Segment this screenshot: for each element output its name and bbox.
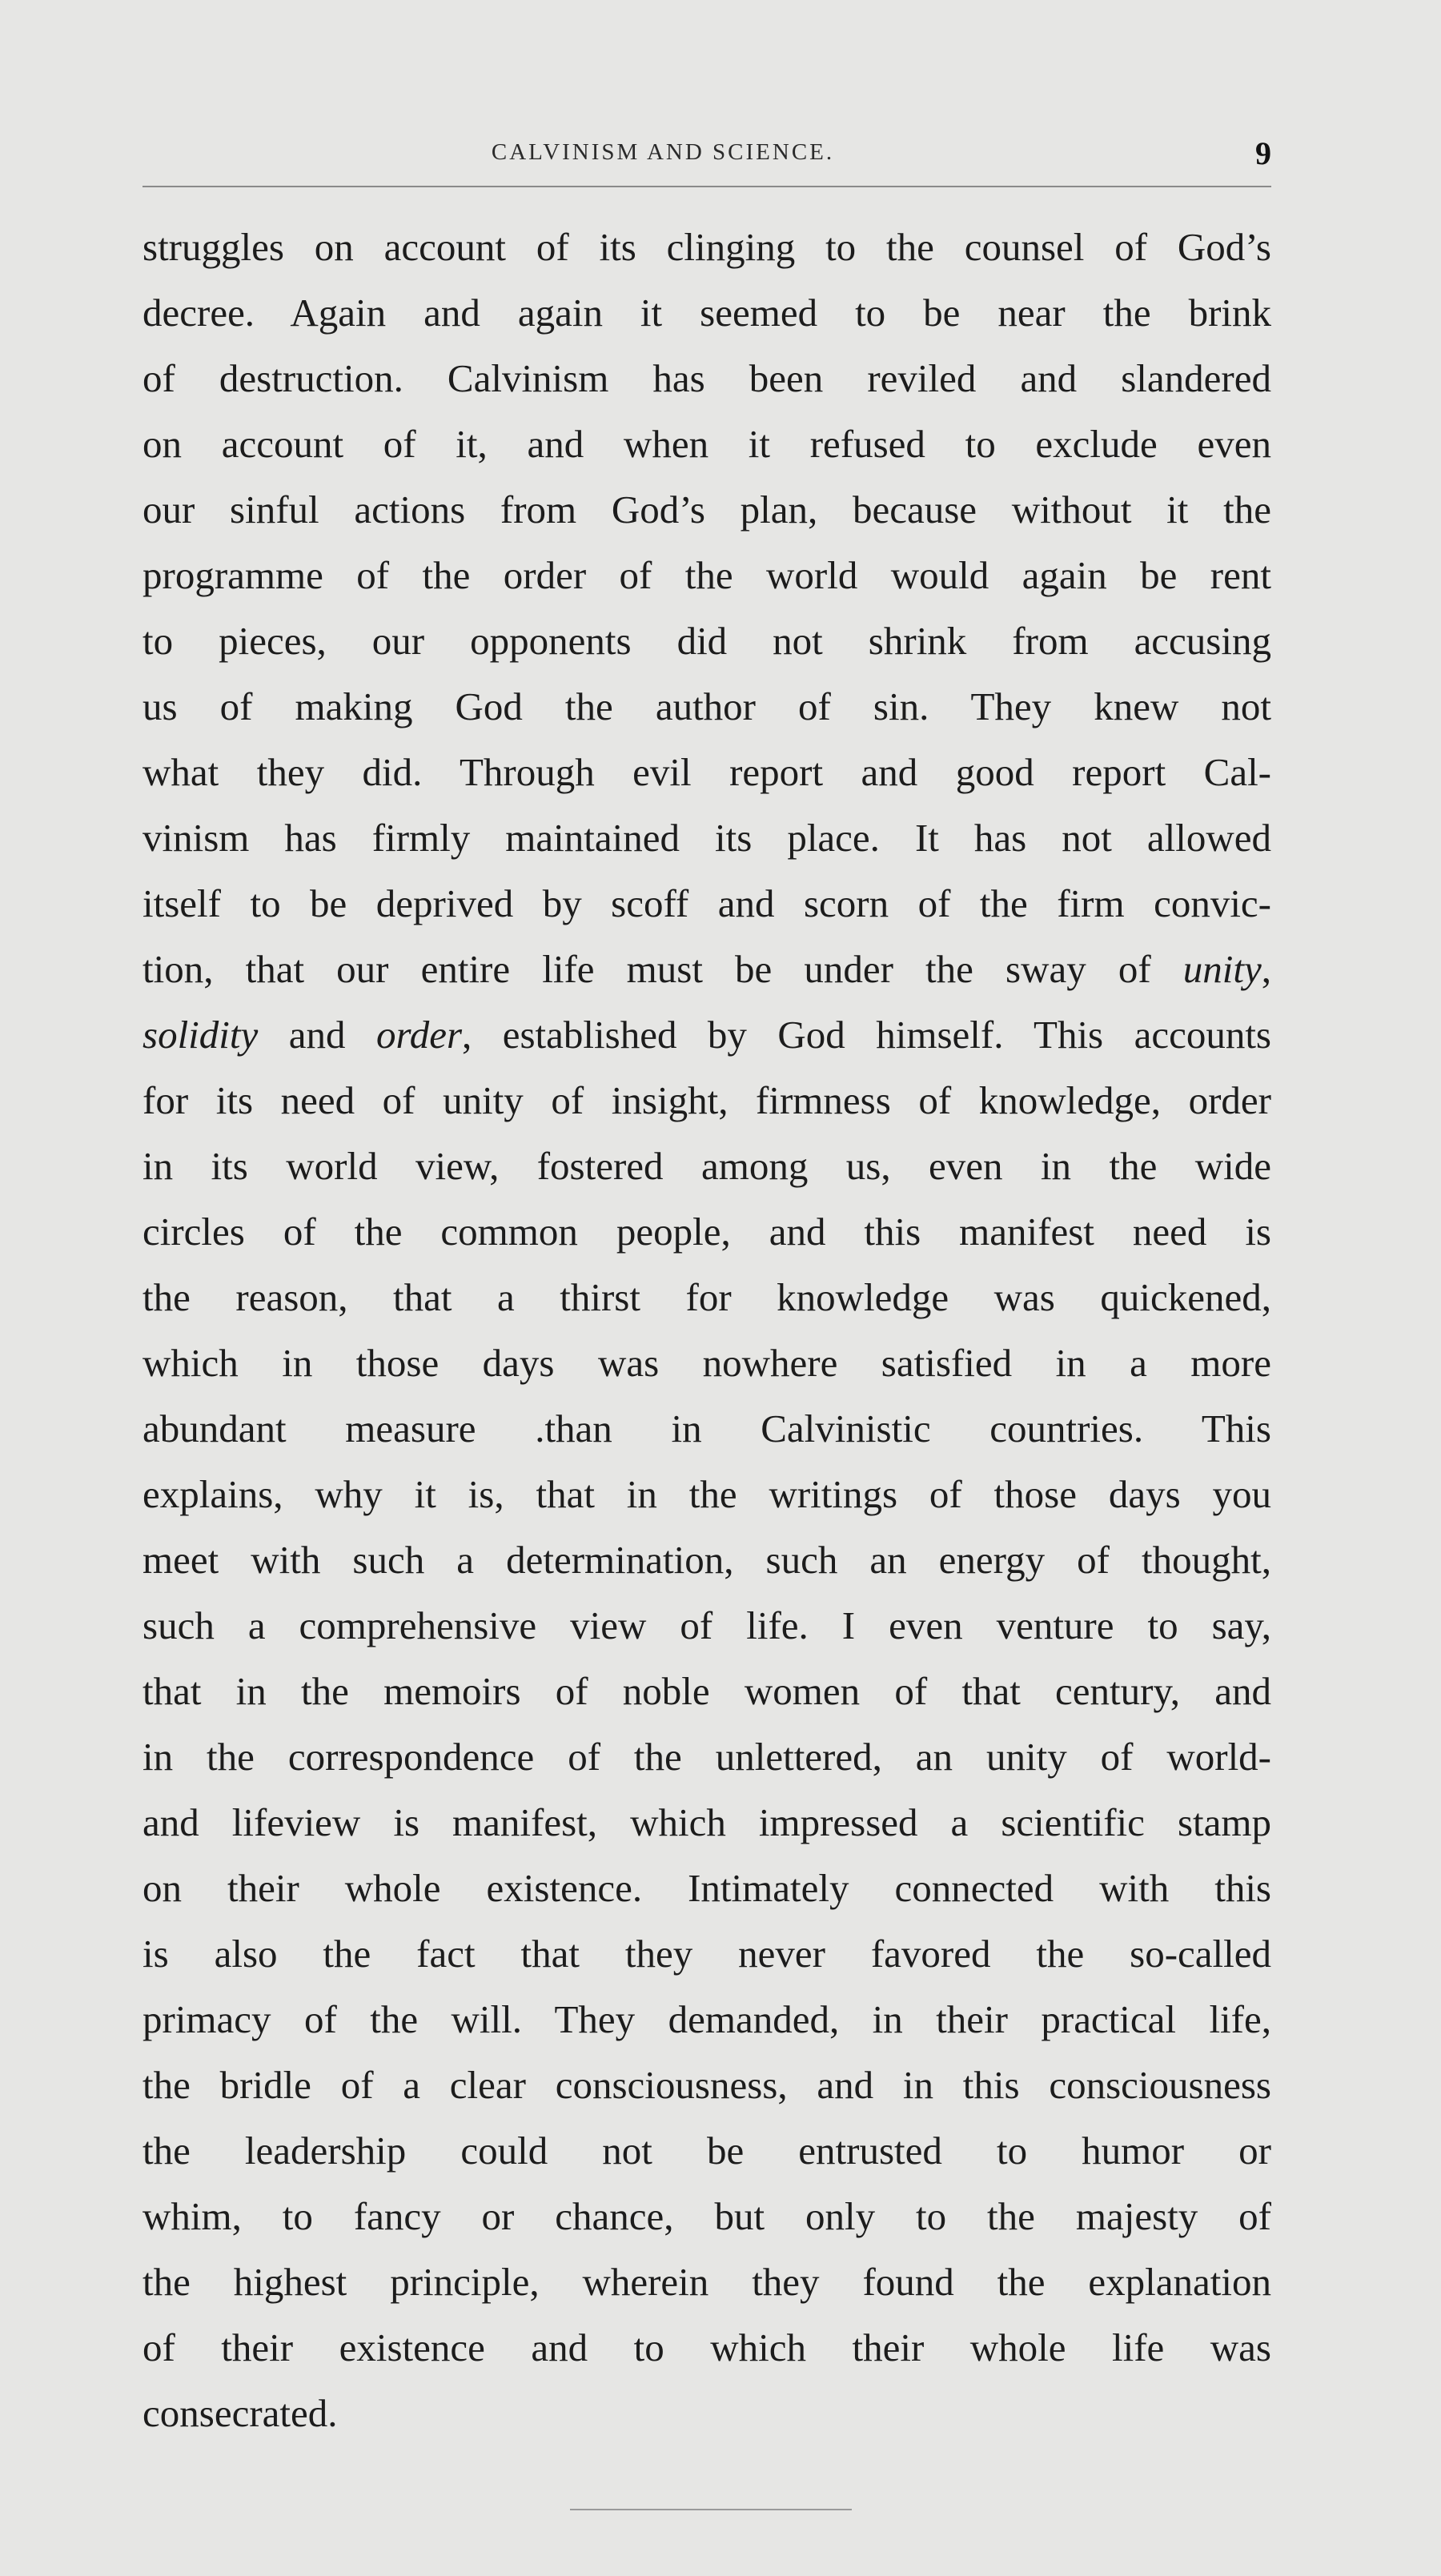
text-line: that in the memoirs of noble women of that century, and [142,1669,1271,1713]
text-line: whim, to fancy or chance, but only to the majesty of [142,2194,1271,2238]
text-line: itself to be deprived by scoff and scorn of the firm convic- [142,881,1271,925]
italic-word: order [375,1013,463,1057]
text-line: our sinful actions from God’s plan, because without it the [142,488,1271,532]
text-line: of their existence and to which their whole life was [142,2325,1271,2369]
text-line: solidity and order, established by God himself. This accounts [142,1013,1271,1057]
text-line: is also the fact that they never favored the so-called [142,1932,1271,1976]
italic-word: solidity [142,1013,259,1057]
text-line: for its need of unity of insight, firmness of knowledge, order [142,1078,1271,1122]
text-line: what they did. Through evil report and good report Cal- [142,750,1271,794]
text-line: abundant measure .than in Calvinistic countries. This [142,1406,1271,1451]
text-line: decree. Again and again it seemed to be near the brink [142,291,1271,335]
text-line: on account of it, and when it refused to exclude even [142,422,1271,466]
text-line: vinism has firmly maintained its place. It has not allowed [142,816,1271,860]
page-number: 9 [1255,135,1271,171]
text-line: to pieces, our opponents did not shrink from accusing [142,619,1271,663]
text-line: the leadership could not be entrusted to humor or [142,2129,1271,2173]
text-line: and lifeview is manifest, which impressed a scientific stamp [142,1800,1271,1844]
text-line: struggles on account of its clinging to the counsel of God’s [142,225,1271,269]
text-line: meet with such a determination, such an energy of thought, [142,1538,1271,1582]
italic-word: unity [1182,947,1262,991]
text-line: which in those days was nowhere satisfied in a more [142,1341,1271,1385]
text-line: primacy of the will. They demanded, in their practical life, [142,1997,1271,2041]
text-line: the highest principle, wherein they found the explanation [142,2260,1271,2304]
text-line: explains, why it is, that in the writings of those days you [142,1472,1271,1516]
body-text [142,215,1271,2446]
text-line: such a comprehensive view of life. I even venture to say, [142,1603,1271,1647]
text-line: in the correspondence of the unlettered, an unity of world- [142,1735,1271,1779]
text-line: of destruction. Calvinism has been reviled and slandered [142,356,1271,400]
text-line-last: consecrated. [142,2391,338,2435]
text-line: tion, that our entire life must be under the sway of unity, [142,947,1271,991]
text-line: the bridle of a clear consciousness, and in this consciousness [142,2063,1271,2107]
text-line: on their whole existence. Intimately connected with this [142,1866,1271,1910]
footer-rule [570,2509,852,2510]
running-head [142,134,1271,183]
text-line: in its world view, fostered among us, even in the wide [142,1144,1271,1188]
text-line: programme of the order of the world would again be rent [142,553,1271,597]
text-line: circles of the common people, and this manifest need is [142,1210,1271,1254]
text-line: us of making God the author of sin. They knew not [142,684,1271,728]
header-rule [142,186,1271,187]
text-line: the reason, that a thirst for knowledge was quickened, [142,1275,1271,1319]
running-title: CALVINISM AND SCIENCE. [491,139,835,165]
